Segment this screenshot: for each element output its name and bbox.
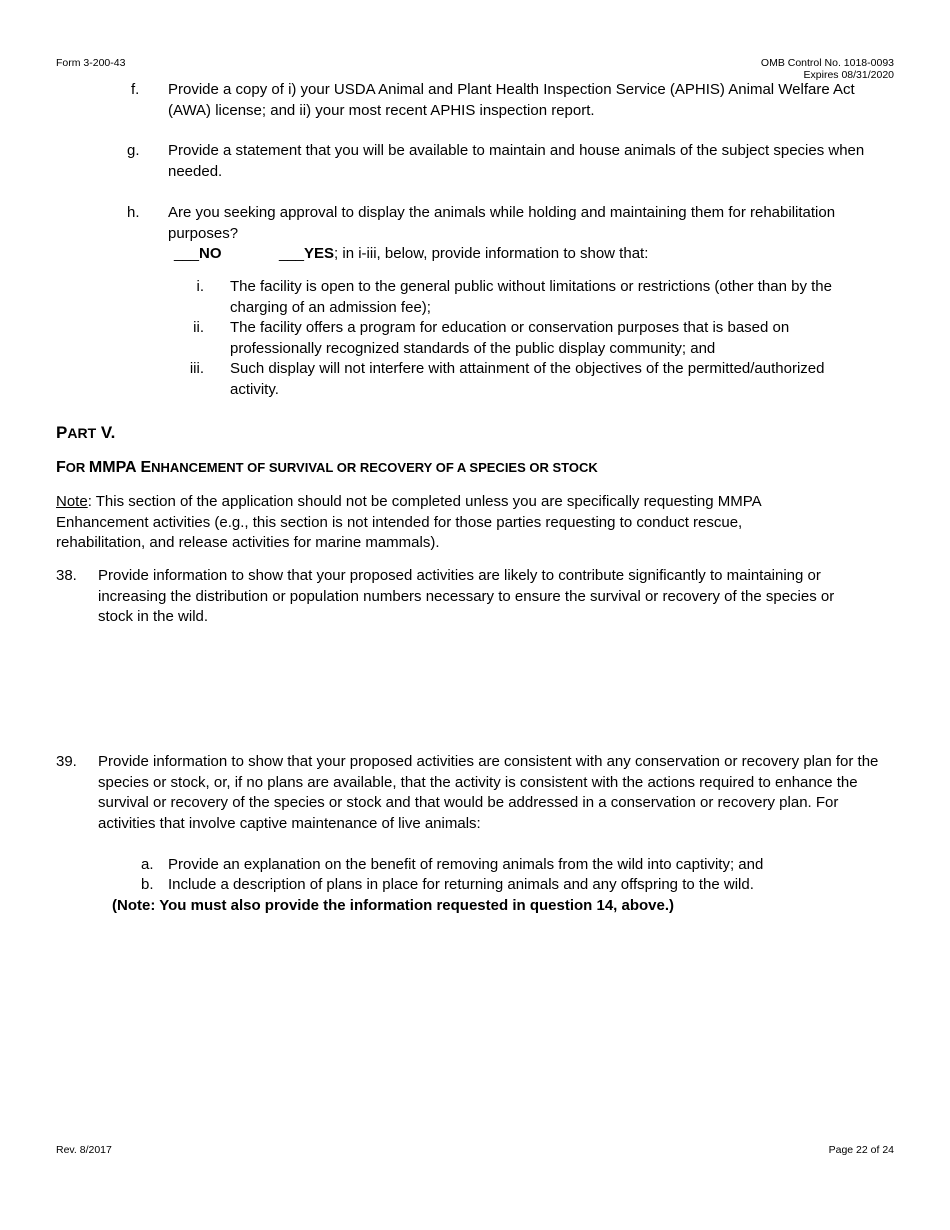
sub-ii-marker: ii. [193,319,204,336]
omb-control-number [761,57,894,81]
question-38-text: Provide information to show that your proposed activities are likely to contribute significantly to maintaining or increasing the distribution or population numbers necessary to ensure the survival or recovery of the species or stock in the wild. [98,567,835,625]
question-38-number: 38. [56,567,77,584]
part-title-number: V. [96,423,116,442]
sub-a-marker: a. [141,856,154,873]
question-39-note: (Note: You must also provide the information requested in question 14, above.) [112,897,675,914]
sub-b-text: Include a description of plans in place for returning animals and any offspring to the wild. [168,876,754,893]
expiration-date: Expires 08/31/2020 [803,69,894,81]
revision-date: Rev. 8/2017 [56,1144,112,1156]
yes-text: ; in i-iii, below, provide information to show that: [334,245,649,262]
item-f-text: Provide a copy of i) your USDA Animal and Plant Health Inspection Service (APHIS) Animal Welfare Act (AWA) license; and ii) your most recent APHIS inspection report. [168,81,855,119]
sub-ii-text: The facility offers a program for education or conservation purposes that is based on professionally recognized standards of the public display community; and [230,319,790,357]
page-number: Page 22 of 24 [828,1144,894,1156]
section-rest-1: OR [65,460,89,475]
item-g-text: Provide a statement that you will be available to maintain and house animals of the subject species when needed. [168,142,865,180]
sub-iii-text: Such display will not interfere with attainment of the objectives of the permitted/authorized activity. [230,360,825,398]
omb-control-text: OMB Control No. 1018-0093 [760,57,894,69]
section-cap-2: E [140,459,152,476]
yes-label: YES [304,245,335,262]
display-no-option[interactable] [174,244,222,265]
question-39-text: Provide information to show that your proposed activities are consistent with any conservation or recovery plan for the species or stock, or, if no plans are available, that the activity is consistent with the actions required to enhance the survival or recovery of the species or stock and that would be addressed in a conservation or recovery plan. For activities that involve captive maintenance of live animals: [98,753,879,832]
section-heading [56,459,598,477]
note-paragraph [56,492,806,554]
display-yes-option[interactable] [279,244,648,265]
question-39-number: 39. [56,753,77,770]
part-title-rest: ART [67,425,97,441]
note-label: Note [56,493,88,510]
no-label: NO [199,245,222,262]
item-h-marker: h. [127,204,140,221]
sub-b-marker: b. [141,876,154,893]
note-text: : This section of the application should not be completed unless you are specifically requesting MMPA Enhancement activities (e.g., this section is not intended for those parties requesting to conduct rescue, rehabilitation, and release activities for marine mammals). [56,493,761,551]
item-h-text: Are you seeking approval to display the animals while holding and maintaining them for rehabilitation purposes? [168,204,836,242]
sub-i-text: The facility is open to the general public without limitations or restrictions (other than by the charging of an admission fee); [230,278,832,316]
section-rest-2: NHANCEMENT OF SURVIVAL OR RECOVERY OF A SPECIES OR STOCK [151,460,598,475]
part-title-cap: P [56,423,68,442]
section-cap-1: F [56,459,66,476]
form-number: Form 3-200-43 [56,57,126,69]
section-mmpa: MMPA [88,459,141,476]
item-f-marker: f. [131,81,140,98]
part-heading [56,423,115,443]
sub-i-marker: i. [196,278,204,295]
no-blank: ___ [174,245,200,262]
sub-iii-marker: iii. [189,360,204,377]
item-g-marker: g. [127,142,140,159]
sub-a-text: Provide an explanation on the benefit of removing animals from the wild into captivity; and [168,856,764,873]
yes-blank: ___ [279,245,305,262]
